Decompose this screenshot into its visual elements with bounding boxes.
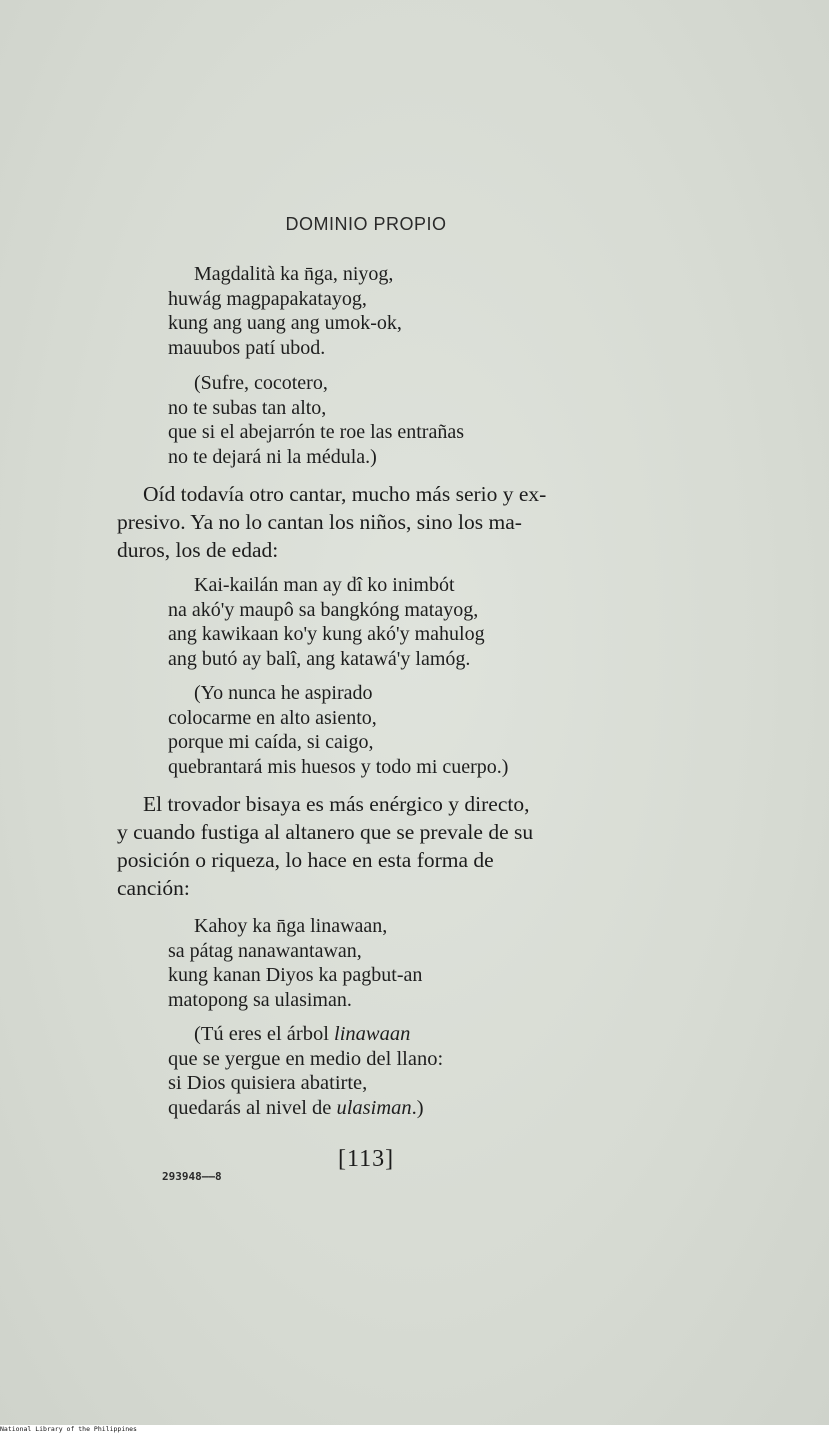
verse-line: que si el abejarrón te roe las entrañas [168, 421, 464, 443]
running-head: DOMINIO PROPIO [285, 214, 447, 234]
spanish-translation-2 [168, 681, 508, 779]
verse-line: kung ang uang ang umok-ok, [168, 312, 402, 334]
printer-signature-mark: 293948——8 [162, 1170, 222, 1183]
verse-line: que se yergue en medio del llano: [168, 1047, 444, 1070]
verse-line: colocarme en alto asiento, [168, 706, 377, 729]
verse-line: (Sufre, cocotero, [194, 372, 328, 394]
verse-line: (Tú eres el árbol linawaan [194, 1023, 411, 1045]
tagalog-verse-2 [168, 573, 485, 671]
prose-line: posición o riqueza, lo hace en esta forma de [117, 848, 494, 872]
prose-line: duros, los de edad: [117, 538, 279, 562]
verse-line: (Yo nunca he aspirado [194, 682, 373, 704]
prose-line: El trovador bisaya es más enérgico y directo, [143, 792, 530, 816]
verse-line: porque mi caída, si caigo, [168, 731, 374, 753]
prose-paragraph-2 [117, 790, 607, 902]
spanish-translation-3 [168, 1022, 443, 1120]
verse-line: kung kanan Diyos ka pagbut-an [168, 964, 423, 986]
verse-line: na akó'y maupô sa bangkóng matayog, [168, 598, 479, 621]
page-number: [113] [338, 1146, 395, 1172]
prose-line: Oíd todavía otro cantar, mucho más serio y ex- [143, 482, 547, 506]
verse-line: quedarás al nivel de ulasiman.) [168, 1096, 424, 1119]
prose-line: presivo. Ya no lo cantan los niños, sino los ma- [117, 510, 522, 534]
library-credit: National Library of the Philippines [0, 1425, 137, 1433]
verse-line: sa pátag nanawantawan, [168, 939, 362, 962]
verse-line: huwág magpapakatayog, [168, 287, 367, 310]
prose-line: canción: [117, 876, 190, 900]
verse-line: matopong sa ulasiman. [168, 988, 352, 1011]
verse-line: si Dios quisiera abatirte, [168, 1072, 368, 1094]
verse-line: Magdalità ka n̄ga, niyog, [194, 263, 394, 285]
spanish-translation-1 [168, 371, 464, 469]
verse-line: ang kawikaan ko'y kung akó'y mahulog [168, 623, 485, 645]
verse-line: ang butó ay balî, ang katawá'y lamóg. [168, 647, 471, 670]
verse-line: mauubos patí ubod. [168, 336, 326, 359]
verse-line: Kahoy ka n̄ga linawaan, [194, 915, 388, 937]
verse-line: quebrantará mis huesos y todo mi cuerpo.) [168, 755, 509, 778]
prose-paragraph-1 [117, 480, 607, 564]
bisaya-verse-3 [168, 914, 422, 1012]
tagalog-verse-1 [168, 262, 402, 360]
prose-line: y cuando fustiga al altanero que se prevale de su [117, 820, 534, 844]
verse-line: no te dejará ni la médula.) [168, 445, 377, 468]
verse-line: Kai-kailán man ay dî ko inimbót [194, 574, 455, 596]
verse-line: no te subas tan alto, [168, 396, 327, 419]
